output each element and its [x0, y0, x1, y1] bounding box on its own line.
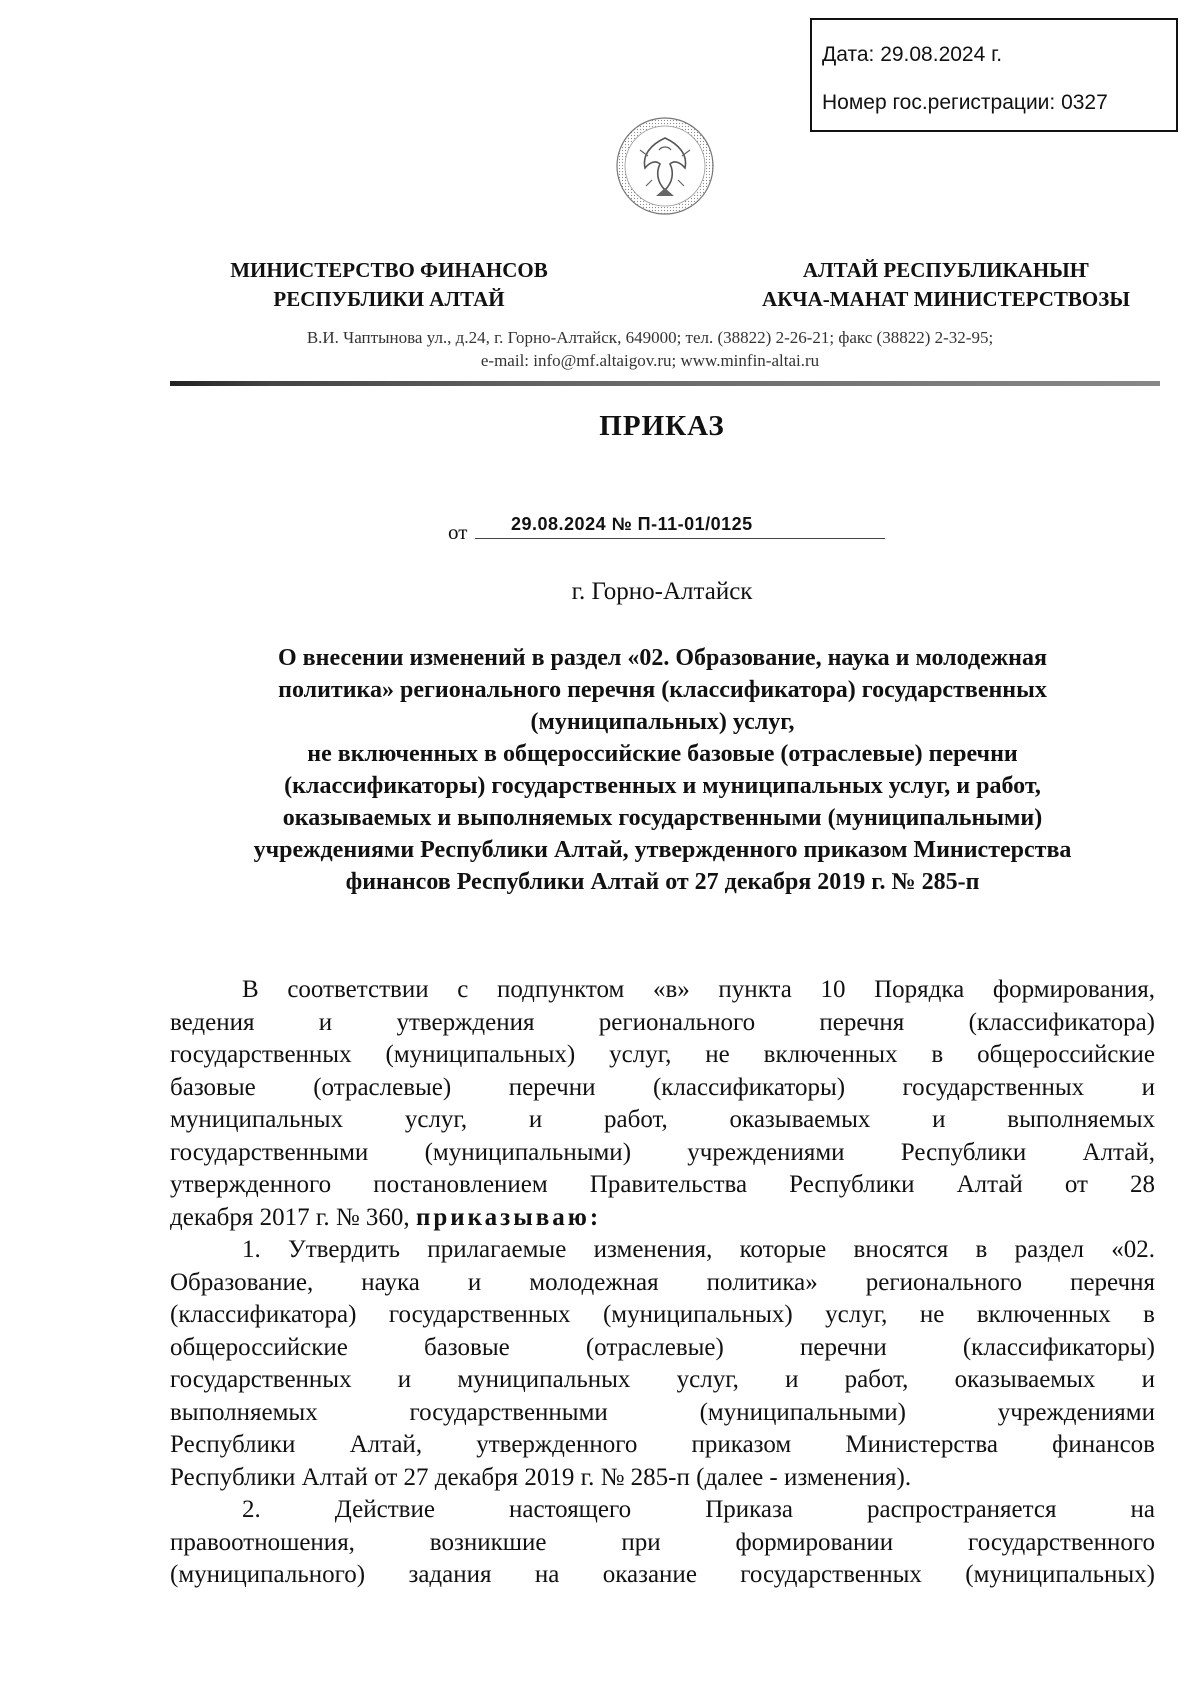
document-body [170, 974, 1155, 1592]
document-type: ПРИКАЗ [599, 410, 725, 442]
header-divider [170, 381, 1160, 386]
order-word: приказываю: [415, 1203, 602, 1231]
document-city: г. Горно-Алтайск [571, 578, 753, 605]
item-2-line: 2. Действие настоящего Приказа распространяется на [242, 1496, 1155, 1523]
body-line: декабря 2017 г. № 360, приказываю: [170, 1203, 602, 1231]
ministry-name-russian: МИНИСТЕРСТВО ФИНАНСОВ РЕСПУБЛИКИ АЛТАЙ [230, 258, 548, 311]
title-line: финансов Республики Алтай от 27 декабря 2019 г. № 285-п [345, 869, 980, 895]
item-1-line: государственных и муниципальных услуг, и работ, оказываемых и [170, 1366, 1155, 1393]
body-line: государственных (муниципальных) услуг, не включенных в общероссийские [170, 1041, 1155, 1068]
title-line: (муниципальных) услуг, [530, 709, 795, 735]
item-2-line: правоотношения, возникшие при формировании государственного [170, 1528, 1155, 1556]
registration-stamp [810, 18, 1178, 132]
body-line: ведения и утверждения регионального перечня (классификатора) [170, 1008, 1155, 1036]
date-underline [475, 538, 885, 539]
coat-of-arms-icon [612, 110, 718, 222]
item-1-line: Республики Алтай от 27 декабря 2019 г. № 285-п (далее - изменения). [170, 1463, 912, 1491]
item-1-line: выполняемых государственными (муниципальными) учреждениями [170, 1398, 1155, 1426]
title-line: оказываемых и выполняемых государственными (муниципальными) [282, 805, 1043, 831]
registration-date: Дата: 29.08.2024 г. [822, 43, 1003, 66]
document-title [165, 642, 1160, 898]
body-line: муниципальных услуг, и работ, оказываемых и выполняемых [170, 1106, 1155, 1133]
registration-number: Номер гос.регистрации: 0327 [822, 91, 1108, 114]
body-line: утвержденного постановлением Правительства Республики Алтай от 28 [170, 1171, 1155, 1198]
item-1-line: Образование, наука и молодежная политика» регионального перечня [170, 1268, 1155, 1296]
ministry-address: В.И. Чаптынова ул., д.24, г. Горно-Алтайск, 649000; тел. (38822) 2-26-21; факс (38822) 2-32-95; e-mail: info@mf.altaigov.ru; www.minfin-altai.ru [306, 328, 994, 370]
title-line: учреждениями Республики Алтай, утвержденного приказом Министерства [253, 837, 1072, 863]
item-2-line: (муниципального) задания на оказание государственных (муниципальных) [170, 1561, 1155, 1588]
item-1-line: (классификатора) государственных (муниципальных) услуг, не включенных в [170, 1301, 1155, 1328]
body-line: базовые (отраслевые) перечни (классификаторы) государственных и [170, 1073, 1155, 1101]
title-line: политика» регионального перечня (классификатора) государственных [278, 677, 1047, 703]
item-1-line: общероссийские базовые (отраслевые) перечни (классификаторы) [170, 1333, 1155, 1361]
title-line: (классификаторы) государственных и муниципальных услуг, и работ, [284, 773, 1041, 799]
title-line: не включенных в общероссийские базовые (отраслевые) перечни [307, 741, 1018, 767]
title-line: О внесении изменений в раздел «02. Образование, наука и молодежная [278, 645, 1047, 671]
body-line: государственными (муниципальными) учреждениями Республики Алтай, [170, 1138, 1155, 1166]
item-1-line: Республики Алтай, утвержденного приказом Министерства финансов [170, 1431, 1155, 1458]
body-line: В соответствии с подпунктом «в» пункта 10 Порядка формирования, [242, 976, 1155, 1003]
item-1-line: 1. Утвердить прилагаемые изменения, которые вносятся в раздел «02. [242, 1236, 1155, 1263]
ministry-name-altai: АЛТАЙ РЕСПУБЛИКАНЫҤ АКЧА-МАНАТ МИНИСТЕРСТВОЗЫ [762, 258, 1130, 311]
